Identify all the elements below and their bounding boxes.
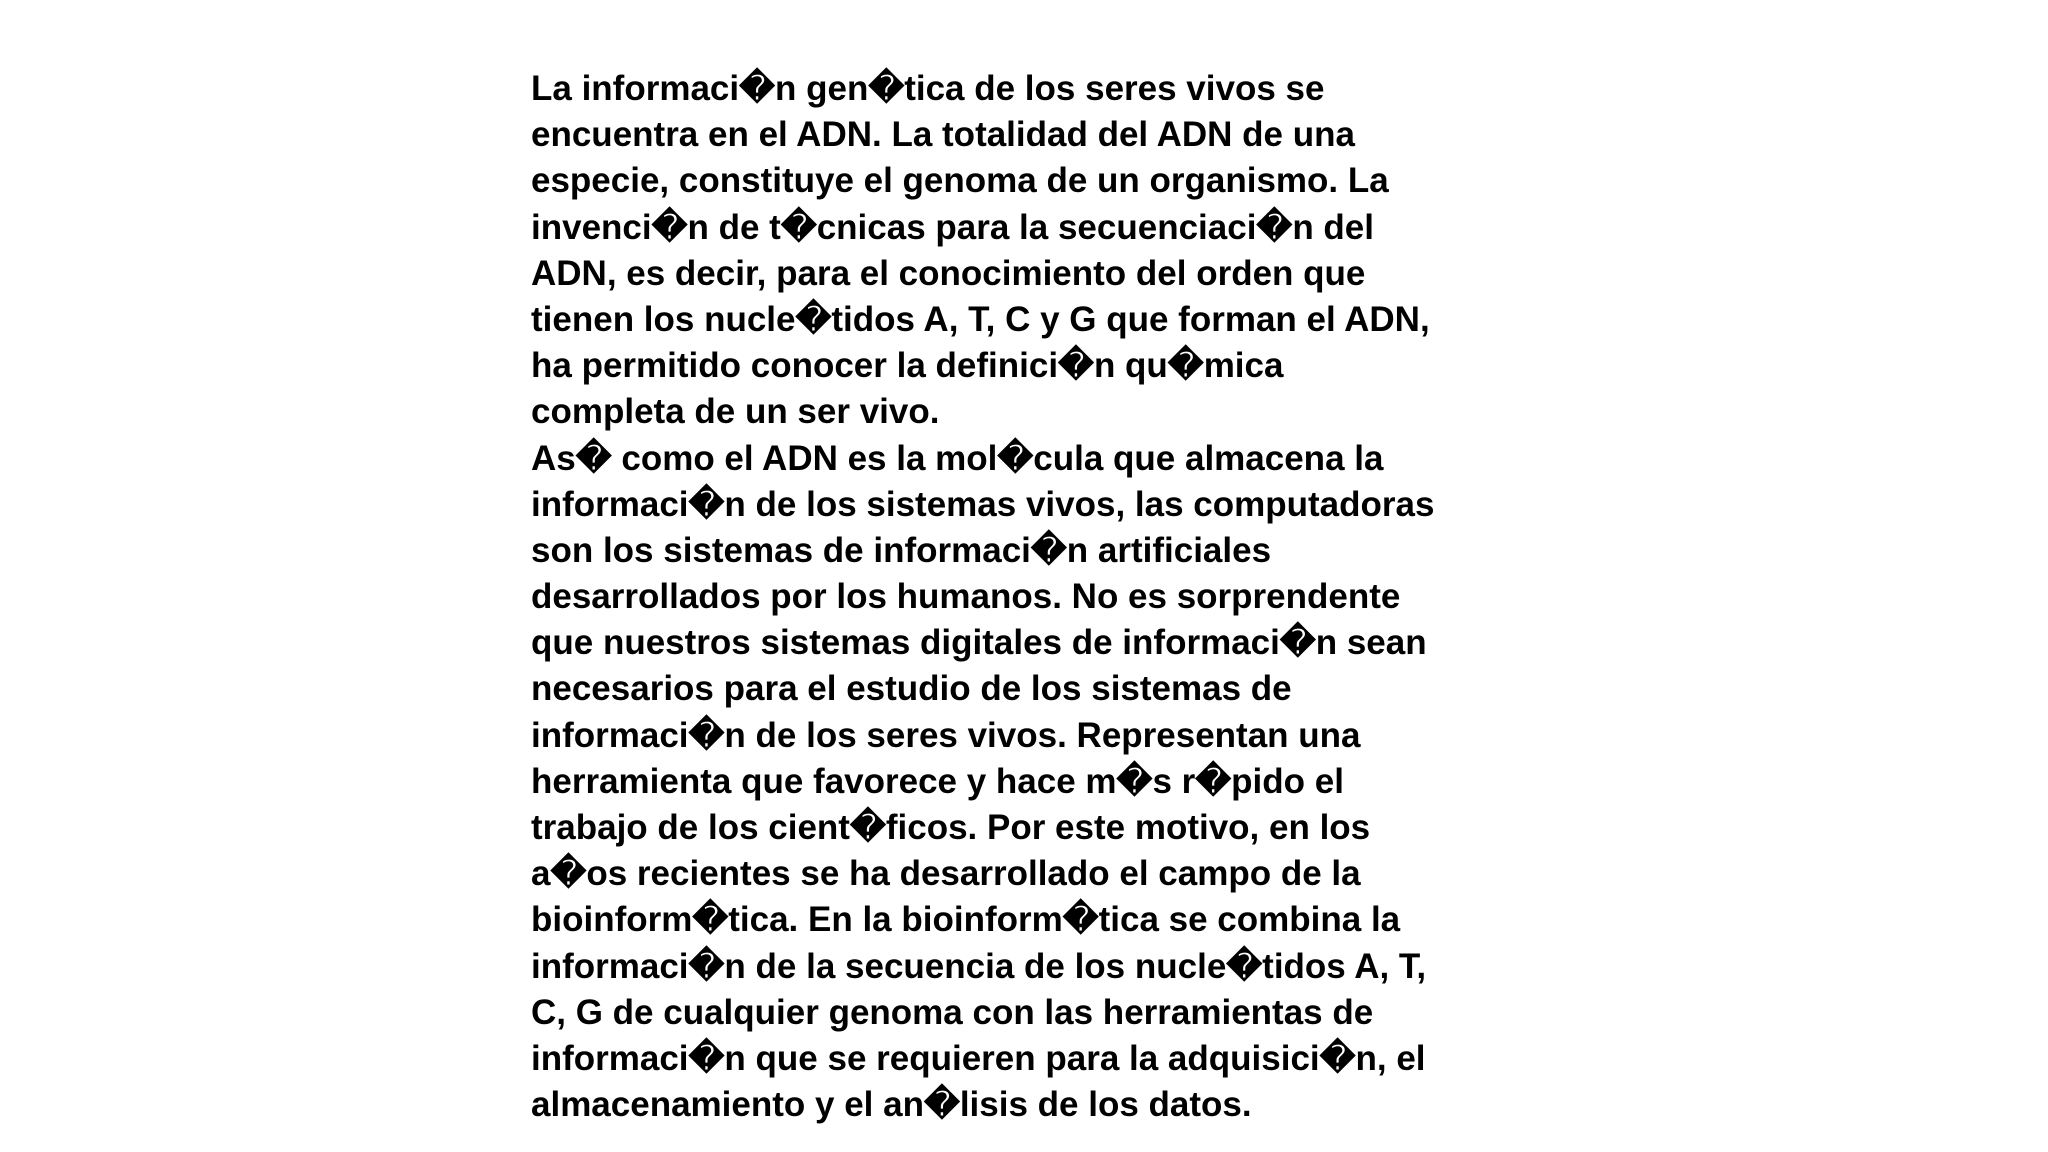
- text-line: informaci�n de los seres vivos. Representan una: [531, 715, 1361, 755]
- text-line: informaci�n que se requieren para la adquisici�n, el: [531, 1038, 1426, 1078]
- text-line: trabajo de los cient�ficos. Por este motivo, en los: [531, 808, 1371, 847]
- text-line: herramienta que favorece y hace m�s r�pido el: [531, 761, 1344, 801]
- text-line: ADN, es decir, para el conocimiento del orden que: [531, 253, 1366, 293]
- text-line: informaci�n de los sistemas vivos, las computadoras: [531, 484, 1435, 524]
- document-body: [531, 66, 1631, 1128]
- text-line: necesarios para el estudio de los sistemas de: [531, 669, 1292, 709]
- text-line: La informaci�n gen�tica de los seres vivos se: [531, 69, 1325, 108]
- text-line: desarrollados por los humanos. No es sorprendente: [531, 577, 1401, 617]
- text-line: invenci�n de t�cnicas para la secuenciaci�n del: [531, 207, 1374, 247]
- paragraph-genome: [531, 66, 1631, 436]
- text-line: informaci�n de la secuencia de los nucle�tidos A, T,: [531, 946, 1427, 986]
- text-line: que nuestros sistemas digitales de informaci�n sean: [531, 623, 1427, 663]
- text-line: ha permitido conocer la definici�n qu�mica: [531, 346, 1284, 386]
- text-line: C, G de cualquier genoma con las herramientas de: [531, 992, 1374, 1032]
- text-line: a�os recientes se ha desarrollado el campo de la: [531, 854, 1361, 894]
- paragraph-bioinformatics: [531, 436, 1631, 1129]
- text-line: almacenamiento y el an�lisis de los datos.: [531, 1085, 1252, 1125]
- text-line: tienen los nucle�tidos A, T, C y G que forman el ADN,: [531, 299, 1430, 339]
- text-line: bioinform�tica. En la bioinform�tica se combina la: [531, 900, 1401, 940]
- text-line: completa de un ser vivo.: [531, 392, 940, 432]
- text-line: encuentra en el ADN. La totalidad del ADN de una: [531, 115, 1355, 155]
- text-line: especie, constituye el genoma de un organismo. La: [531, 161, 1389, 201]
- text-line: son los sistemas de informaci�n artificiales: [531, 530, 1272, 570]
- text-line: As� como el ADN es la mol�cula que almacena la: [531, 438, 1384, 478]
